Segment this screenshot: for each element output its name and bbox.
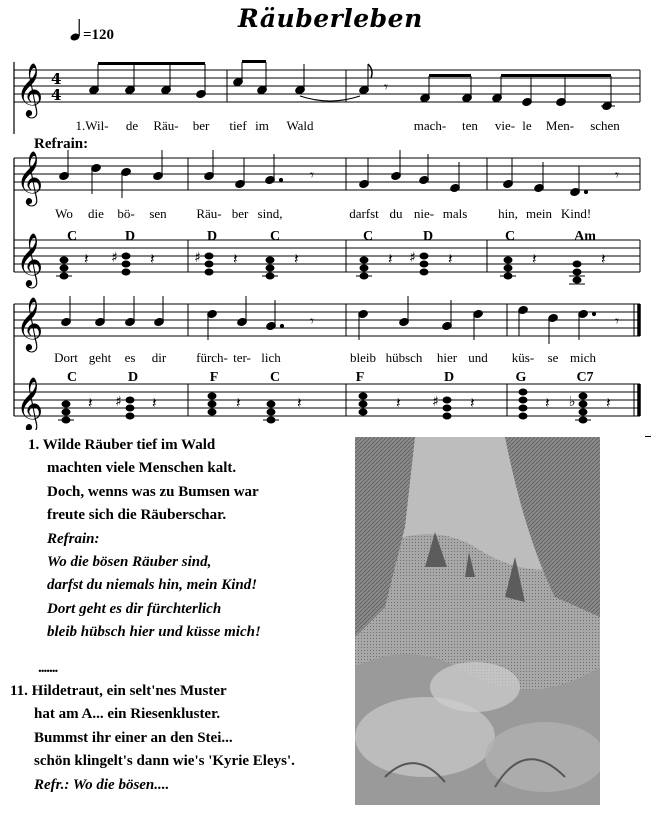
quarter-rest-icon: 𝄽: [388, 250, 393, 268]
lyric-syllable: ber: [192, 118, 210, 133]
refrain-reference: Refr.: Wo die bösen....: [34, 776, 170, 793]
lyric-syllable: mein: [526, 206, 552, 221]
lyric-syllable: dir: [151, 350, 167, 365]
quarter-rest-icon: 𝄽: [470, 394, 475, 412]
rests-2: [310, 166, 619, 184]
refrain-line: Wo die bösen Räuber sind,: [47, 554, 212, 571]
refrain-heading: Refrain:: [47, 530, 100, 547]
lyric-syllable: du: [389, 206, 403, 221]
chord-symbol: D: [422, 229, 434, 244]
tempo-value: =120: [83, 27, 115, 43]
lyric-syllable: schen: [590, 118, 620, 133]
note-group: [89, 62, 207, 99]
chord-symbol: C: [66, 229, 78, 244]
lyric-syllable: Wald: [286, 118, 314, 133]
lyric-syllable: hier: [436, 350, 458, 365]
chord-symbol: F: [355, 370, 365, 385]
verse11-line: hat am A... ein Riesenkluster.: [34, 706, 221, 723]
lyric-syllable: de: [125, 118, 139, 133]
lyric-syllable: mals: [442, 206, 468, 221]
lyric-syllable: vie-: [494, 118, 516, 133]
verse-text: [10, 434, 348, 797]
accompaniment-2: [56, 253, 585, 284]
lyric-syllable: tief: [229, 118, 247, 133]
quarter-rest-icon: 𝄽: [396, 394, 401, 412]
time-signature: [51, 70, 61, 104]
accompaniment-3: [58, 389, 591, 423]
treble-clef-icon: 𝄞: [16, 296, 44, 350]
quarter-rest-icon: 𝄽: [150, 250, 155, 268]
lyric-syllable: Räu-: [196, 206, 222, 221]
chord-symbol: C: [504, 229, 516, 244]
lyric-syllable: ber: [231, 206, 249, 221]
corner-mark: [645, 436, 651, 437]
chord-symbol: C: [362, 229, 374, 244]
refrain-label: Refrain:: [34, 136, 89, 152]
lyric-syllable: mach-: [413, 118, 447, 133]
svg-text:♯: ♯: [432, 394, 439, 410]
verse1-line: 1. Wilde Räuber tief im Wald: [28, 437, 216, 453]
note-group: [359, 64, 615, 111]
lyric-syllable: es: [124, 350, 136, 365]
quarter-rest-icon: 𝄽: [294, 250, 299, 268]
lyric-syllable: im: [255, 118, 269, 133]
lyric-syllable: bleib: [350, 350, 376, 365]
chord-symbol: D: [443, 370, 455, 385]
quarter-rest-icon: 𝄽: [545, 394, 550, 412]
chord-symbol: C: [269, 229, 281, 244]
lyric-syllable: Men-: [545, 118, 575, 133]
verse11-line: schön klingelt's dann wie's 'Kyrie Eleys'.: [34, 753, 295, 770]
chord-symbol: D: [124, 229, 136, 244]
lyric-syllable: se: [547, 350, 559, 365]
verse11-line: 11. Hildetraut, ein selt'nes Muster: [10, 683, 227, 700]
svg-text:♯: ♯: [194, 250, 201, 266]
lyric-syllable: Dort: [54, 350, 78, 365]
melody-notes-1: [89, 60, 615, 111]
eighth-rest-icon: 𝄾: [310, 312, 314, 330]
eighth-rest-icon: 𝄾: [615, 166, 619, 184]
quarter-rest-icon: 𝄽: [84, 250, 89, 268]
chord-symbol: D: [206, 229, 218, 244]
quarter-rest-icon: 𝄽: [532, 250, 537, 268]
chord-symbol: D: [127, 370, 139, 385]
lyric-syllable: und: [468, 350, 488, 365]
lyric-syllable: le: [522, 118, 532, 133]
treble-clef-icon: 𝄞: [16, 150, 44, 204]
quarter-rest-icon: 𝄽: [152, 394, 157, 412]
lyric-syllable: 1.Wil-: [75, 118, 109, 133]
refrain-line: Dort geht es dir fürchterlich: [47, 600, 222, 617]
svg-text:♯: ♯: [111, 250, 118, 266]
lyric-syllable: hübsch: [385, 350, 423, 365]
svg-text:♯: ♯: [115, 394, 122, 410]
song-title: Räuberleben: [238, 4, 423, 33]
engraving-image: [355, 437, 600, 805]
lyric-syllable: mich: [570, 350, 596, 365]
lyric-syllable: die: [88, 206, 104, 221]
svg-text:♯: ♯: [409, 250, 416, 266]
verse1-line: machten viele Menschen kalt.: [47, 460, 237, 477]
quarter-rest-icon: 𝄽: [236, 394, 241, 412]
quarter-rest-icon: 𝄽: [448, 250, 453, 268]
quarter-rest-icon: 𝄽: [233, 250, 238, 268]
rests-3: [310, 312, 619, 330]
lyric-syllable: sind,: [257, 206, 283, 221]
treble-clef-icon: 𝄞: [16, 232, 44, 286]
treble-clef-icons: [16, 62, 43, 430]
quarter-rest-icon: 𝄽: [601, 250, 606, 268]
lyric-syllable: ter-: [233, 350, 251, 365]
chord-symbol: C7: [576, 370, 594, 385]
verse1-line: freute sich die Räuberschar.: [47, 507, 227, 524]
eighth-rest-icon: 𝄾: [310, 166, 314, 184]
lyric-syllable: küs-: [511, 350, 535, 365]
svg-text:♭: ♭: [569, 394, 576, 410]
lyric-syllable: hin,: [498, 206, 518, 221]
lyric-syllable: ten: [462, 118, 478, 133]
lyric-syllable: Wo: [55, 206, 73, 221]
lyric-syllable: lich: [261, 350, 281, 365]
eighth-rest-icon: 𝄾: [615, 312, 619, 330]
verse11-line: Bummst ihr einer an den Stei...: [34, 729, 233, 746]
lyric-syllable: Räu-: [153, 118, 179, 133]
time-signature-top: 4: [51, 70, 62, 88]
refrain-line: bleib hübsch hier und küsse mich!: [47, 624, 261, 641]
verse1-line: Doch, wenns was zu Bumsen war: [47, 483, 259, 500]
ellipsis: .......: [38, 659, 58, 676]
note-group: [233, 60, 360, 101]
rests-1: [384, 78, 388, 96]
refrain-line: darfst du niemals hin, mein Kind!: [47, 577, 258, 594]
rests-acc-2: [84, 250, 606, 268]
lyric-syllable: bö-: [117, 206, 135, 221]
time-signature-bottom: 4: [51, 86, 62, 104]
chord-symbol: G: [515, 370, 527, 385]
quarter-rest-icon: 𝄽: [297, 394, 302, 412]
lyric-syllable: sen: [149, 206, 167, 221]
quarter-rest-icon: 𝄽: [88, 394, 93, 412]
treble-clef-icon: 𝄞: [16, 376, 44, 430]
treble-clef-icon: 𝄞: [16, 62, 44, 116]
chord-symbol: F: [209, 370, 219, 385]
lyric-syllable: darfst: [349, 206, 379, 221]
lyric-syllable: fürch-: [196, 350, 228, 365]
chord-symbol: C: [269, 370, 281, 385]
lyric-syllable: Kind!: [560, 206, 592, 221]
chord-symbol: C: [66, 370, 78, 385]
rests-acc-3: [88, 394, 611, 412]
lyric-syllable: nie-: [413, 206, 435, 221]
chord-symbol: Am: [574, 229, 596, 244]
lyric-syllable: geht: [88, 350, 112, 365]
quarter-rest-icon: 𝄽: [606, 394, 611, 412]
eighth-rest-icon: 𝄾: [384, 78, 388, 96]
